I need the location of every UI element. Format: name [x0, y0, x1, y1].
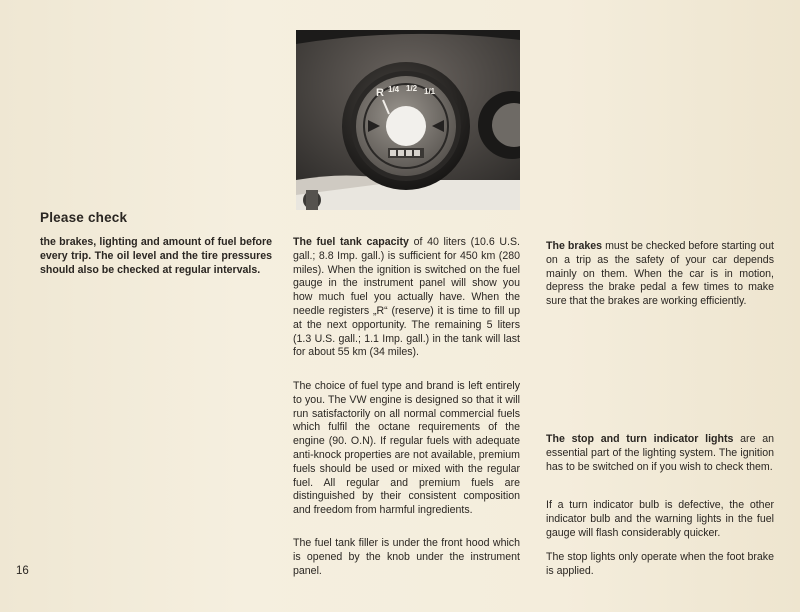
- gauge-mark-full: 1/1: [424, 87, 436, 96]
- gauge-mark-quarter: 1/4: [388, 85, 400, 94]
- fuel-gauge-illustration: [296, 30, 520, 210]
- gauge-mark-reserve: R: [376, 87, 384, 99]
- fuel-type-paragraph: The choice of fuel type and brand is left entirely to you. The VW engine is designed so that it will run satisfactorily on all normal commercial fuels which fulfil the octane requirements of the engine (90. O.N). If regular fuels with adequate anti-knock properties are not available, premium fuels should be used or mixed with the regular fuel. All regular and premium fuels are distinguished by their consistent composition and freedom from harmful ingredients.: [293, 380, 520, 517]
- turn-bulb-paragraph: If a turn indicator bulb is defective, the other indicator bulb and the warning lights in the fuel gauge will flash considerably quicker.: [546, 499, 774, 539]
- lights-paragraph: [546, 433, 774, 474]
- brakes-paragraph: [546, 240, 774, 309]
- fuel-capacity-text: of 40 liters (10.6 U.S. gall.; 8.8 Imp. gall.) is sufficient for 450 km (280 miles). When the ignition is switched on the fuel gauge in the instrument panel will show you how much fuel you actually have. When the needle registers „R“ (reserve) it is time to fill up at the next opportunity. The remaining 5 liters (1.3 U.S. gall.; 1.1 Imp. gall.) in the tank will last for about 55 km (34 miles).: [293, 236, 521, 359]
- fuel-capacity-paragraph: [293, 236, 520, 360]
- lights-text: are an essential part of the lighting system. The ignition has to be switched on if you wish to check them.: [546, 433, 774, 473]
- fuel-gauge-photo: [296, 30, 520, 210]
- stop-lights-paragraph: The stop lights only operate when the foot brake is applied.: [546, 551, 774, 577]
- fuel-filler-paragraph: The fuel tank filler is under the front hood which is opened by the knob under the instrument panel.: [293, 537, 520, 577]
- brakes-lead: The brakes: [546, 240, 603, 252]
- page-heading: Please check: [40, 210, 128, 225]
- lights-lead: The stop and turn indicator lights: [546, 433, 734, 445]
- fuel-capacity-lead: The fuel tank capacity: [293, 236, 409, 248]
- gauge-mark-half: 1/2: [406, 84, 418, 93]
- brakes-text: must be checked before starting out on a trip as the safety of your car depends mainly on them. When the car is in motion, depress the brake pedal a few times to make sure that the brakes are working efficiently.: [546, 240, 774, 308]
- intro-paragraph: the brakes, lighting and amount of fuel before every trip. The oil level and the tire pressures should also be checked at regular intervals.: [40, 236, 272, 276]
- page-number: 16: [16, 565, 29, 577]
